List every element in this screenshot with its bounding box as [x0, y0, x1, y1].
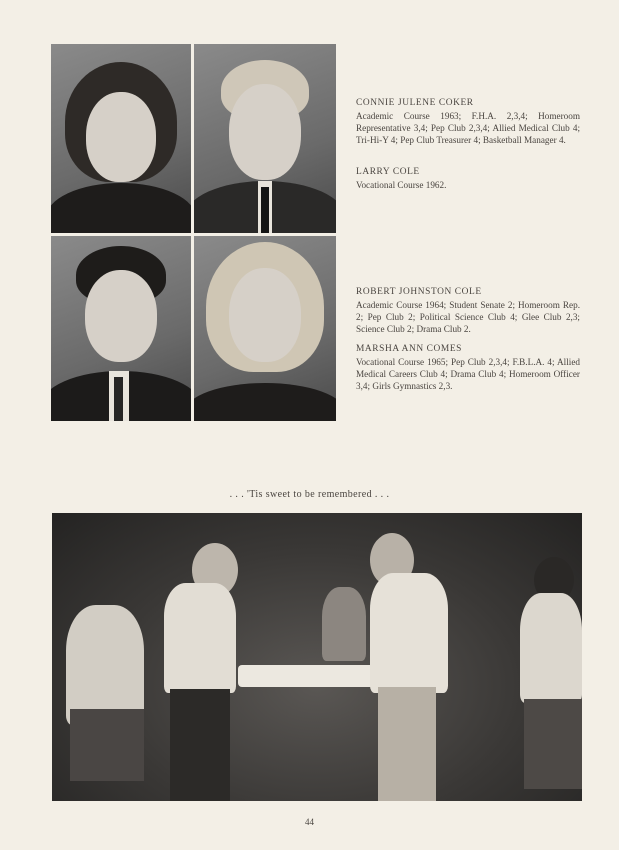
- portrait-connie-julene-coker: [51, 44, 191, 233]
- senior-details: Vocational Course 1962.: [356, 180, 447, 190]
- senior-details: Vocational Course 1965; Pep Club 2,3,4; F.B.L.A. 4; Allied Medical Careers Club 4; Drama Club 4; Homeroom Officer 3,4; Girls Gymnastics 2,3.: [356, 357, 580, 391]
- group-photo: [52, 513, 582, 801]
- senior-details: Academic Course 1963; F.H.A. 2,3,4; Homeroom Representative 3,4; Pep Club 2,3,4; Allied Medical Club 4; Tri-Hi-Y 4; Pep Club Treasurer 4; Basketball Manager 4.: [356, 111, 580, 145]
- photo-caption: . . . 'Tis sweet to be remembered . . .: [229, 489, 390, 500]
- portrait-marsha-ann-comes: [194, 236, 336, 421]
- senior-name: CONNIE JULENE COKER: [356, 98, 474, 108]
- bio-larry-cole: [356, 166, 580, 191]
- page-number: 44: [305, 817, 314, 827]
- portrait-robert-johnston-cole: [51, 236, 191, 421]
- senior-details: Academic Course 1964; Student Senate 2; Homeroom Rep. 2; Pep Club 2; Political Science Club 4; Glee Club 2,3; Science Club 2; Drama Club 2.: [356, 300, 580, 334]
- bio-marsha-ann-comes: [356, 343, 580, 392]
- bio-robert-johnston-cole: [356, 286, 580, 335]
- portrait-larry-cole: [194, 44, 336, 233]
- senior-name: ROBERT JOHNSTON COLE: [356, 287, 482, 297]
- senior-name: LARRY COLE: [356, 167, 420, 177]
- senior-name: MARSHA ANN COMES: [356, 344, 462, 354]
- bio-connie-julene-coker: [356, 97, 580, 146]
